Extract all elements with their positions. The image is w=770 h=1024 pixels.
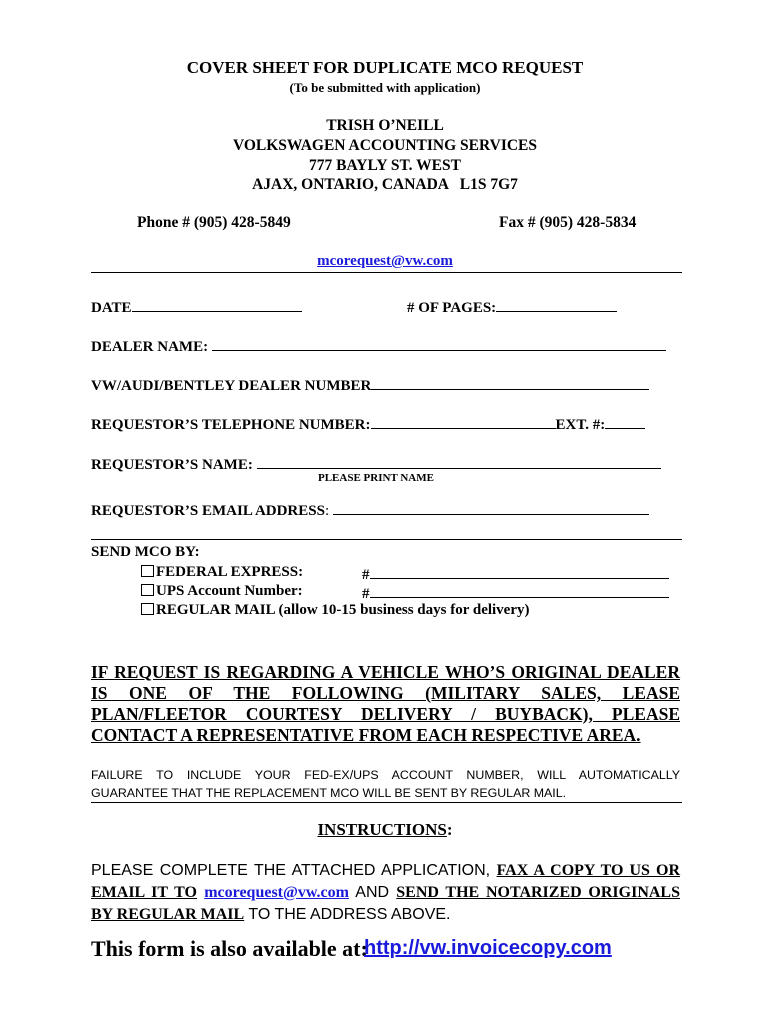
instructions-line-3 (91, 904, 680, 926)
pages-label: # OF PAGES: (407, 300, 497, 316)
instructions-address-text: TO THE ADDRESS ABOVE. (244, 906, 451, 923)
regular-mail-option[interactable] (141, 602, 530, 619)
ups-account-input-line[interactable] (370, 583, 669, 598)
contact-name: TRISH O’NEILL (326, 117, 444, 134)
warning-line: CONTACT A REPRESENTATIVE FROM EACH RESPECTIVE AREA. (91, 725, 641, 745)
instructions-fax-text: FAX A COPY TO US OR (496, 862, 681, 879)
fedex-option[interactable] (141, 564, 303, 581)
instructions-regular-mail-text: BY REGULAR MAIL (91, 906, 245, 923)
dealer-name-label: DEALER NAME: (91, 339, 209, 355)
failure-notice (91, 766, 680, 802)
telephone-label: REQUESTOR’S TELEPHONE NUMBER: (91, 417, 371, 433)
instructions-line-2 (91, 882, 680, 904)
requestor-email-label: REQUESTOR’S EMAIL ADDRESS (91, 503, 325, 519)
contact-email-row (0, 253, 770, 270)
fedex-label: FEDERAL EXPRESS: (156, 564, 304, 580)
fedex-hash: # (362, 567, 370, 583)
instructions-line-1 (91, 860, 680, 882)
fedex-account-field (362, 564, 669, 584)
instructions-paragraph (91, 860, 680, 926)
pages-field (407, 297, 617, 317)
telephone-field (91, 414, 645, 434)
warning-line: IF REQUEST IS REGARDING A VEHICLE WHO’S ORIGINAL DEALER (91, 662, 680, 682)
telephone-input-line[interactable] (371, 414, 556, 429)
requestor-email-input-line[interactable] (333, 500, 649, 515)
instructions-notarized-text: SEND THE NOTARIZED ORIGINALS (396, 884, 681, 901)
warning-paragraph (91, 662, 680, 746)
footer-url-link[interactable]: http://vw.invoicecopy.com (364, 937, 612, 959)
requestor-name-input-line[interactable] (257, 454, 661, 469)
dealer-number-input-line[interactable] (371, 375, 649, 390)
instructions-email-link[interactable]: mcorequest@vw.com (204, 884, 349, 901)
street-address: 777 BAYLY ST. WEST (309, 157, 461, 174)
ups-label: UPS Account Number: (156, 583, 303, 599)
warning-line: IS ONE OF THE FOLLOWING (MILITARY SALES, LEASE (91, 683, 680, 703)
contact-email-link[interactable]: mcorequest@vw.com (317, 253, 453, 269)
page-title: COVER SHEET FOR DUPLICATE MCO REQUEST (186, 58, 584, 77)
fax-number: Fax # (905) 428-5834 (499, 214, 637, 231)
footer-text: This form is also available at: (91, 936, 368, 961)
fedex-account-input-line[interactable] (370, 564, 669, 579)
phone-number: Phone # (905) 428-5849 (137, 214, 291, 231)
dealer-number-label: VW/AUDI/BENTLEY DEALER NUMBER (91, 378, 372, 394)
divider (91, 802, 682, 803)
send-mco-heading: SEND MCO BY: (91, 544, 200, 560)
failure-line: GUARANTEE THAT THE REPLACEMENT MCO WILL BE SENT BY REGULAR MAIL. (91, 786, 567, 800)
instructions-heading (0, 820, 770, 840)
ext-label: EXT. #: (555, 417, 606, 433)
requestor-name-label: REQUESTOR’S NAME: (91, 457, 253, 473)
regular-mail-checkbox[interactable] (141, 603, 154, 615)
failure-line: FAILURE TO INCLUDE YOUR FED-EX/UPS ACCOUNT NUMBER, WILL AUTOMATICALLY (91, 768, 680, 782)
dealer-name-input-line[interactable] (212, 336, 666, 351)
city-address: AJAX, ONTARIO, CANADA L1S 7G7 (252, 176, 518, 193)
divider (91, 539, 682, 540)
ext-input-line[interactable] (605, 414, 645, 429)
requestor-email-colon: : (324, 503, 330, 519)
date-field (91, 297, 302, 317)
instructions-and: AND (355, 884, 390, 901)
requestor-email-field (91, 500, 649, 520)
instructions-text: PLEASE COMPLETE THE ATTACHED APPLICATION, (91, 862, 497, 879)
ups-checkbox[interactable] (141, 584, 154, 596)
page-subtitle: (To be submitted with application) (289, 80, 481, 95)
instructions-heading-colon: : (446, 820, 453, 839)
pages-input-line[interactable] (496, 297, 617, 312)
ups-option[interactable] (141, 583, 303, 600)
date-input-line[interactable] (132, 297, 302, 312)
date-label: DATE (91, 300, 132, 316)
fedex-checkbox[interactable] (141, 565, 154, 577)
dealer-name-field (91, 336, 666, 356)
ups-account-field (362, 583, 669, 603)
regular-mail-label: REGULAR MAIL (allow 10-15 business days for delivery) (156, 602, 530, 618)
divider (91, 272, 682, 273)
dealer-number-field (91, 375, 649, 395)
print-name-hint: PLEASE PRINT NAME (318, 472, 434, 484)
ups-hash: # (362, 586, 370, 602)
requestor-name-field (91, 454, 661, 474)
company-name: VOLKSWAGEN ACCOUNTING SERVICES (232, 137, 538, 154)
instructions-heading-text: INSTRUCTIONS (317, 820, 447, 839)
instructions-email-text: EMAIL IT TO (91, 884, 197, 901)
warning-line: PLAN/FLEETOR COURTESY DELIVERY / BUYBACK), PLEASE (91, 704, 680, 724)
